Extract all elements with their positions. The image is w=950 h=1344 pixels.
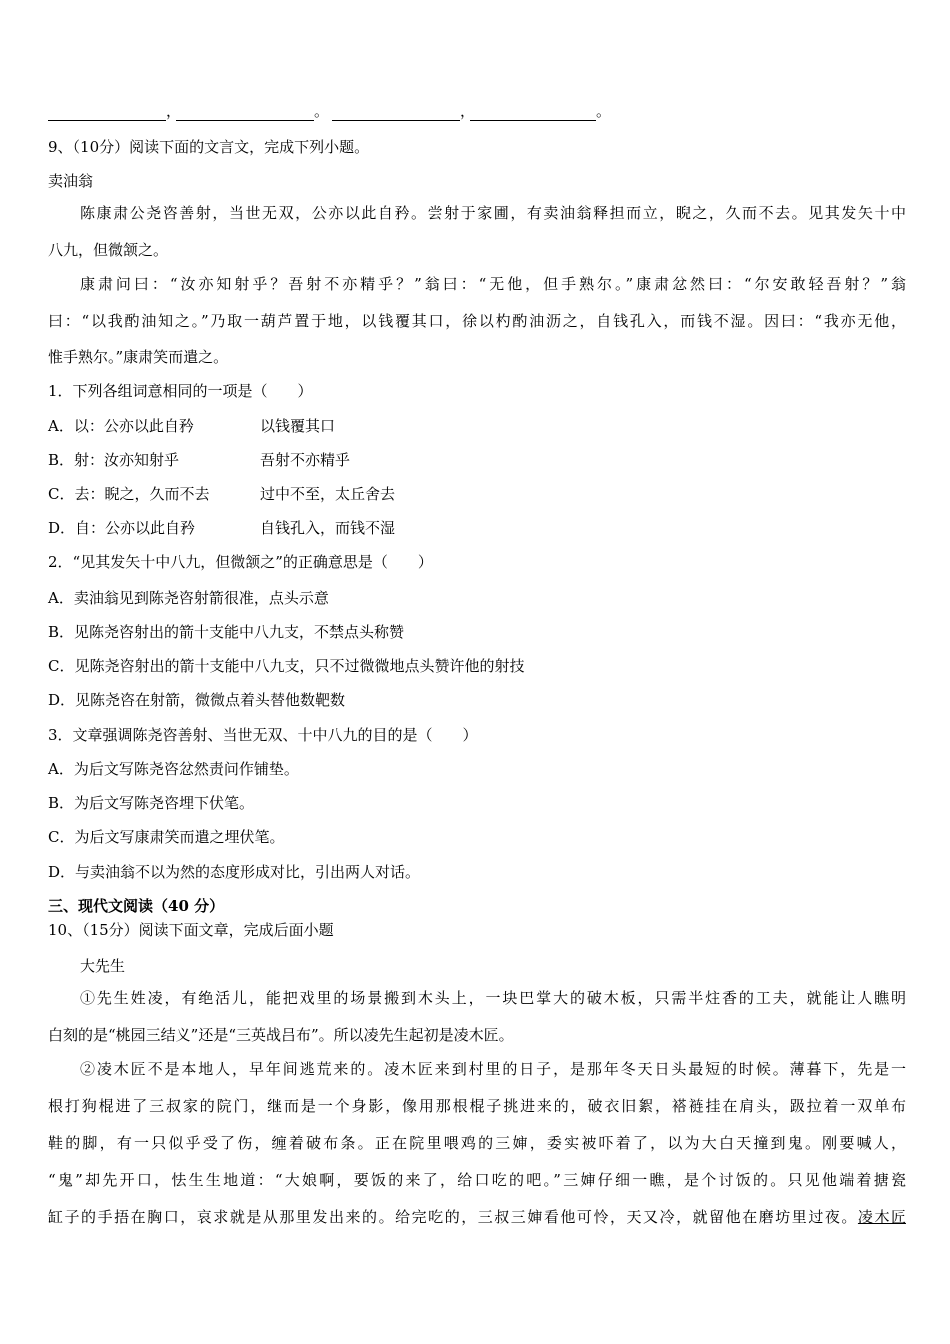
q10-text-title: 大先生: [80, 957, 126, 975]
option-b-left: B．射：汝亦知射乎: [48, 451, 180, 469]
q9-sub1-option-d[interactable]: [48, 518, 396, 538]
answer-blank-3[interactable]: [332, 104, 460, 121]
q9-paragraph-2-line-2: 曰：“以我酌油知之。”乃取一葫芦置于地，以钱覆其口，徐以杓酌油沥之，自钱孔入，而钱不湿。因曰：“我亦无他，: [48, 312, 906, 330]
option-a-left: A．以：公亦以此自矜: [48, 417, 194, 435]
q9-sub1-stem: 1．下列各组词意相同的一项是（ ）: [48, 382, 313, 400]
q10-paragraph-2-line-2: 根打狗棍进了三叔家的院门，继而是一个身影，像用那根棍子挑进来的，破衣旧絮，褡裢挂在肩头，趿拉着一双单布: [48, 1097, 906, 1115]
q9-sub3-stem: 3．文章强调陈尧咨善射、当世无双、十中八九的目的是（ ）: [48, 726, 478, 744]
q9-sub1-option-b[interactable]: [48, 450, 351, 470]
q9-text-title: 卖油翁: [48, 172, 94, 190]
q10-paragraph-1-line-1: ①先生姓凌，有绝活儿，能把戏里的场景搬到木头上，一块巴掌大的破木板，只需半炷香的工夫，就能让人瞧明: [80, 989, 906, 1007]
q9-sub1-option-c[interactable]: [48, 484, 396, 504]
blank-separator: 。: [314, 102, 330, 120]
option-d-right: 自钱孔入，而钱不湿: [260, 519, 396, 537]
q9-sub2-option-a[interactable]: A．卖油翁见到陈尧咨射箭很准，点头示意: [48, 589, 329, 607]
q10-paragraph-2-line-3: 鞋的脚，有一只似乎受了伤，缠着破布条。正在院里喂鸡的三婶，委实被吓着了，以为大白天撞到鬼。刚要喊人，: [48, 1134, 906, 1152]
option-a-right: 以钱覆其口: [260, 417, 336, 435]
q9-heading: 9、（10分）阅读下面的文言文，完成下列小题。: [48, 138, 370, 156]
q9-sub2-stem: 2．“见其发矢十中八九，但微颔之”的正确意思是（ ）: [48, 553, 433, 571]
q10-paragraph-2-line-4: “鬼”却先开口，怯生生地道：“大娘啊，要饭的来了，给口吃的吧。”三婶仔细一瞧，是个讨饭的。只见他端着搪瓷: [48, 1171, 906, 1189]
q9-sub2-option-d[interactable]: D．见陈尧咨在射箭，微微点着头替他数靶数: [48, 691, 346, 709]
option-b-right: 吾射不亦精乎: [260, 451, 351, 469]
q10-paragraph-1-line-2: 白刻的是“桃园三结义”还是“三英战吕布”。所以凌先生起初是凌木匠。: [48, 1026, 514, 1044]
q9-paragraph-1-line-2: 八九，但微颔之。: [48, 241, 169, 259]
option-c-left: C．去：睨之，久而不去: [48, 485, 210, 503]
q9-sub3-option-a[interactable]: A．为后文写陈尧咨忿然责问作铺垫。: [48, 760, 299, 778]
section-3-heading: 三、现代文阅读（40 分）: [48, 897, 225, 915]
q9-sub3-option-d[interactable]: D．与卖油翁不以为然的态度形成对比，引出两人对话。: [48, 863, 421, 881]
option-d-left: D．自：公亦以此自矜: [48, 519, 196, 537]
q10-heading: 10、（15分）阅读下面文章，完成后面小题: [48, 921, 334, 939]
q9-paragraph-1-line-1: 陈康肃公尧咨善射，当世无双，公亦以此自矜。尝射于家圃，有卖油翁释担而立，睨之，久而不去。见其发矢十中: [80, 204, 906, 222]
blank-separator: ，: [166, 102, 182, 120]
fill-blanks-row: [48, 100, 612, 122]
q9-paragraph-2-line-3: 惟手熟尔。”康肃笑而遣之。: [48, 348, 229, 366]
q9-sub2-option-c[interactable]: C．见陈尧咨射出的箭十支能中八九支，只不过微微地点头赞许他的射技: [48, 657, 525, 675]
blank-separator: ，: [460, 102, 476, 120]
q9-sub3-option-b[interactable]: B．为后文写陈尧咨埋下伏笔。: [48, 794, 255, 812]
q10-paragraph-2-line-5-text: 缸子的手捂在胸口，哀求就是从那里发出来的。给完吃的，三叔三婶看他可怜，天又冷，就留他在磨坊里过夜。: [48, 1208, 858, 1226]
blank-separator: 。: [596, 102, 612, 120]
q10-paragraph-2-line-1: ②凌木匠不是本地人，早年间逃荒来的。凌木匠来到村里的日子，是那年冬天日头最短的时候。薄暮下，先是一: [80, 1060, 906, 1078]
q9-sub1-option-a[interactable]: [48, 416, 336, 436]
q9-sub3-option-c[interactable]: C．为后文写康肃笑而遣之埋伏笔。: [48, 828, 285, 846]
option-c-right: 过中不至，太丘舍去: [260, 485, 396, 503]
q9-sub2-option-b[interactable]: B．见陈尧咨射出的箭十支能中八九支，不禁点头称赞: [48, 623, 405, 641]
answer-blank-1[interactable]: [48, 104, 166, 121]
underlined-phrase: 凌木匠: [857, 1208, 906, 1226]
q10-paragraph-2-line-5: [48, 1207, 906, 1229]
q9-paragraph-2-line-1: 康肃问曰：“汝亦知射乎？吾射不亦精乎？”翁曰：“无他，但手熟尔。”康肃忿然曰：“尔安敢轻吾射？”翁: [80, 275, 906, 293]
answer-blank-2[interactable]: [176, 104, 314, 121]
answer-blank-4[interactable]: [470, 104, 596, 121]
